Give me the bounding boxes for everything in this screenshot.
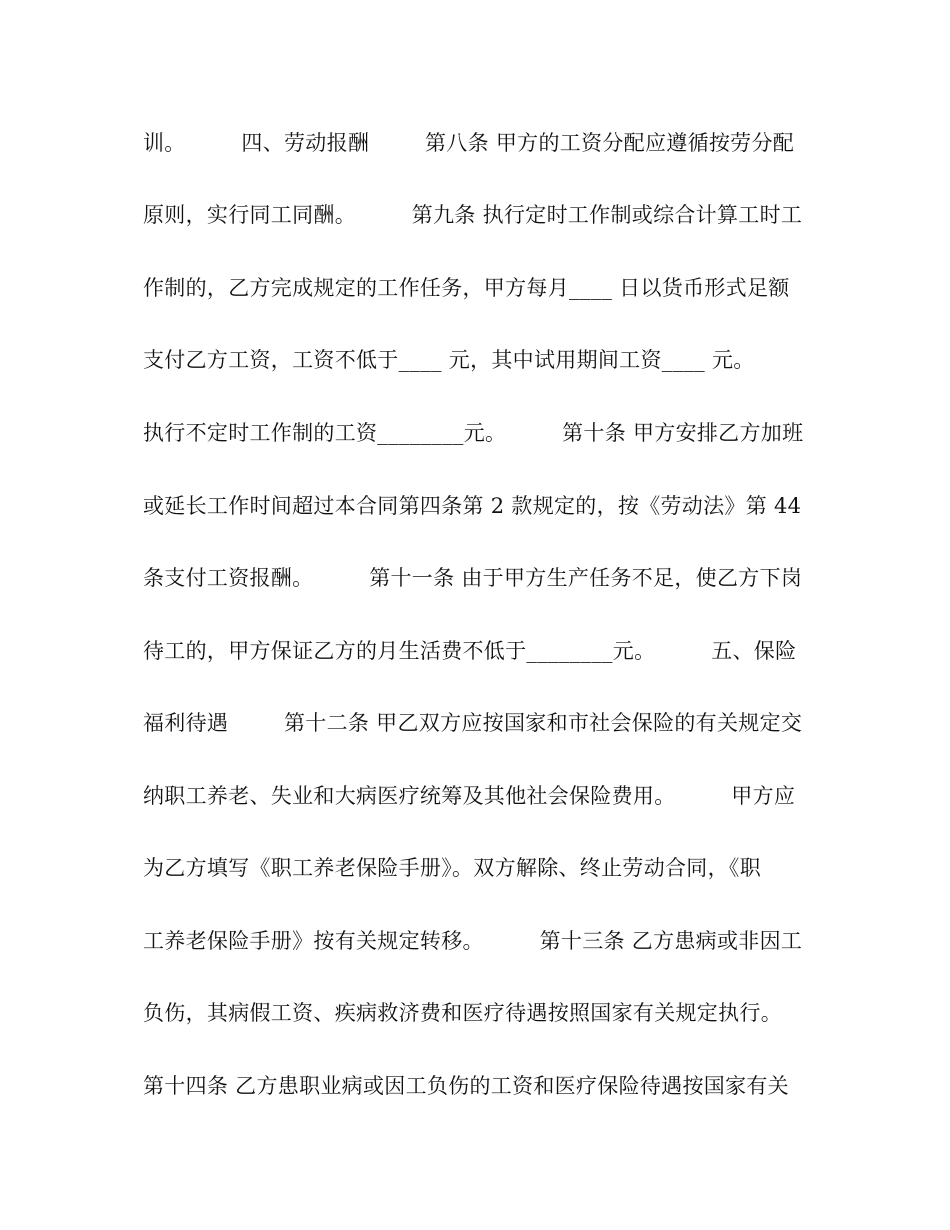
text-line: 训。 四、劳动报酬 第八条 甲方的工资分配应遵循按劳分配 xyxy=(143,131,795,155)
text-line: 或延长工作时间超过本合同第四条第 2 款规定的，按《劳动法》第 44 xyxy=(143,494,802,518)
text-line: 待工的，甲方保证乙方的月生活费不低于________元。 五、保险 xyxy=(143,639,797,663)
text-line: 负伤，其病假工资、疾病救济费和医疗待遇按照国家有关规定执行。 xyxy=(143,1001,782,1025)
text-line: 第十四条 乙方患职业病或因工负伤的工资和医疗保险待遇按国家有关 xyxy=(143,1074,789,1098)
text-line: 工养老保险手册》按有关规定转移。 第十三条 乙方患病或非因工 xyxy=(143,929,803,953)
text-line: 条支付工资报酬。 第十一条 由于甲方生产任务不足，使乙方下岗 xyxy=(143,566,803,590)
text-line: 福利待遇 第十二条 甲乙双方应按国家和市社会保险的有关规定交 xyxy=(143,711,803,735)
text-line: 支付乙方工资，工资不低于____ 元，其中试用期间工资____ 元。 xyxy=(143,348,755,372)
text-line: 执行不定时工作制的工资________元。 第十条 甲方安排乙方加班 xyxy=(143,421,804,445)
text-line: 为乙方填写《职工养老保险手册》。双方解除、终止劳动合同，《职 xyxy=(143,856,761,880)
text-line: 作制的，乙方完成规定的工作任务，甲方每月____ 日以货币形式足额 xyxy=(143,276,790,300)
text-line: 原则，实行同工同酬。 第九条 执行定时工作制或综合计算工时工 xyxy=(143,203,803,227)
text-line: 纳职工养老、失业和大病医疗统筹及其他社会保险费用。 甲方应 xyxy=(143,784,796,808)
